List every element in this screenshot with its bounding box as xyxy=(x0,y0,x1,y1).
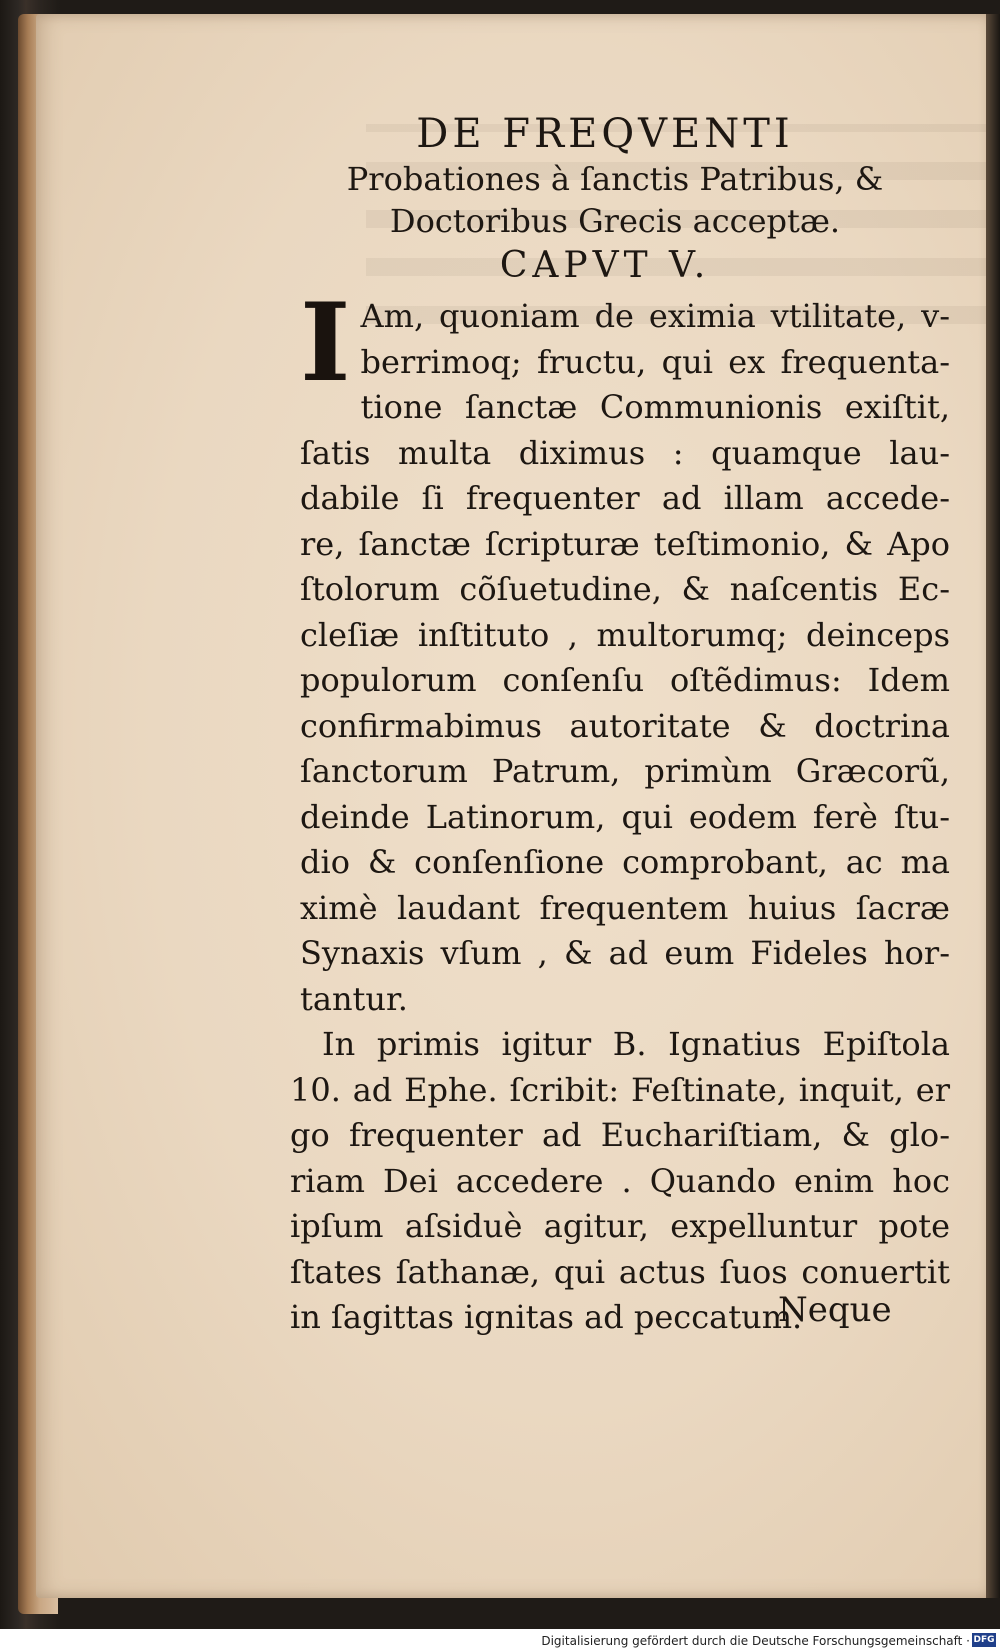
text-line: berrimoq; fructu, qui ex frequenta- xyxy=(360,342,950,381)
text-line: riam Dei accedere . Quando enim hoc xyxy=(290,1161,950,1200)
drop-cap-initial: I xyxy=(300,280,351,406)
section-subtitle-line-2: Doctoribus Grecis acceptæ. xyxy=(389,202,841,240)
funding-credit: Digitalisierung gefördert durch die Deutsche Forschungsgemeinschaft · xyxy=(541,1634,970,1648)
text-line: dabile ſi frequenter ad illam accede- xyxy=(300,479,950,517)
book-gutter xyxy=(986,14,1000,1598)
text-line: dio & conſenſione comprobant, ac ma xyxy=(300,843,950,881)
text-line: ipſum aſsiduè agitur, expelluntur pote xyxy=(290,1207,950,1245)
text-line: tantur. xyxy=(300,979,408,1018)
paragraph-1 xyxy=(300,280,950,1022)
text-line: populorum conſenſu oſtẽdimus: Idem xyxy=(300,661,950,699)
text-line: ſatis multa diximus : quamque lau- xyxy=(300,433,950,472)
catchword: Neque xyxy=(778,1290,892,1330)
text-line: confirmabimus autoritate & doctrina xyxy=(300,706,950,745)
text-line: Synaxis vſum , & ad eum Fideles hor- xyxy=(300,934,950,972)
text-line: Am, quoniam de eximia vtilitate, v- xyxy=(360,297,950,335)
running-title: DE FREQVENTI xyxy=(416,111,794,157)
text-line: deinde Latinorum, qui eodem ferè ſtu- xyxy=(300,797,950,836)
text-line: cleſiæ inſtituto , multorumq; deinceps xyxy=(300,615,950,654)
dfg-logo-icon: DFG xyxy=(973,1635,995,1645)
section-subtitle-line-1: Probationes à ſanctis Patribus, & xyxy=(346,160,884,198)
text-line: In primis igitur B. Ignatius Epiſtola xyxy=(322,1025,950,1063)
digitization-footer xyxy=(0,1629,1000,1651)
text-line: in ſagittas ignitas ad peccatum. xyxy=(290,1298,803,1336)
text-line: 10. ad Ephe. ſcribit: Feſtinate, inquit, er xyxy=(290,1070,950,1109)
text-line: ſtolorum cõſuetudine, & naſcentis Ec- xyxy=(300,570,950,608)
text-line: ſanctorum Patrum, primùm Græcorũ, xyxy=(300,752,950,790)
chapter-heading: CAPVT V. xyxy=(499,245,711,286)
text-line: go frequenter ad Euchariſtiam, & glo- xyxy=(290,1116,950,1154)
text-line: ximè laudant frequentem huius ſacræ xyxy=(300,888,950,927)
text-line: tione ſanctæ Communionis exiſtit, xyxy=(360,388,950,426)
page-text xyxy=(290,110,950,1341)
text-line: re, ſanctæ ſcripturæ teſtimonio, & Apo xyxy=(300,524,950,563)
text-line: ſtates ſathanæ, qui actus ſuos conuertit xyxy=(290,1252,950,1291)
